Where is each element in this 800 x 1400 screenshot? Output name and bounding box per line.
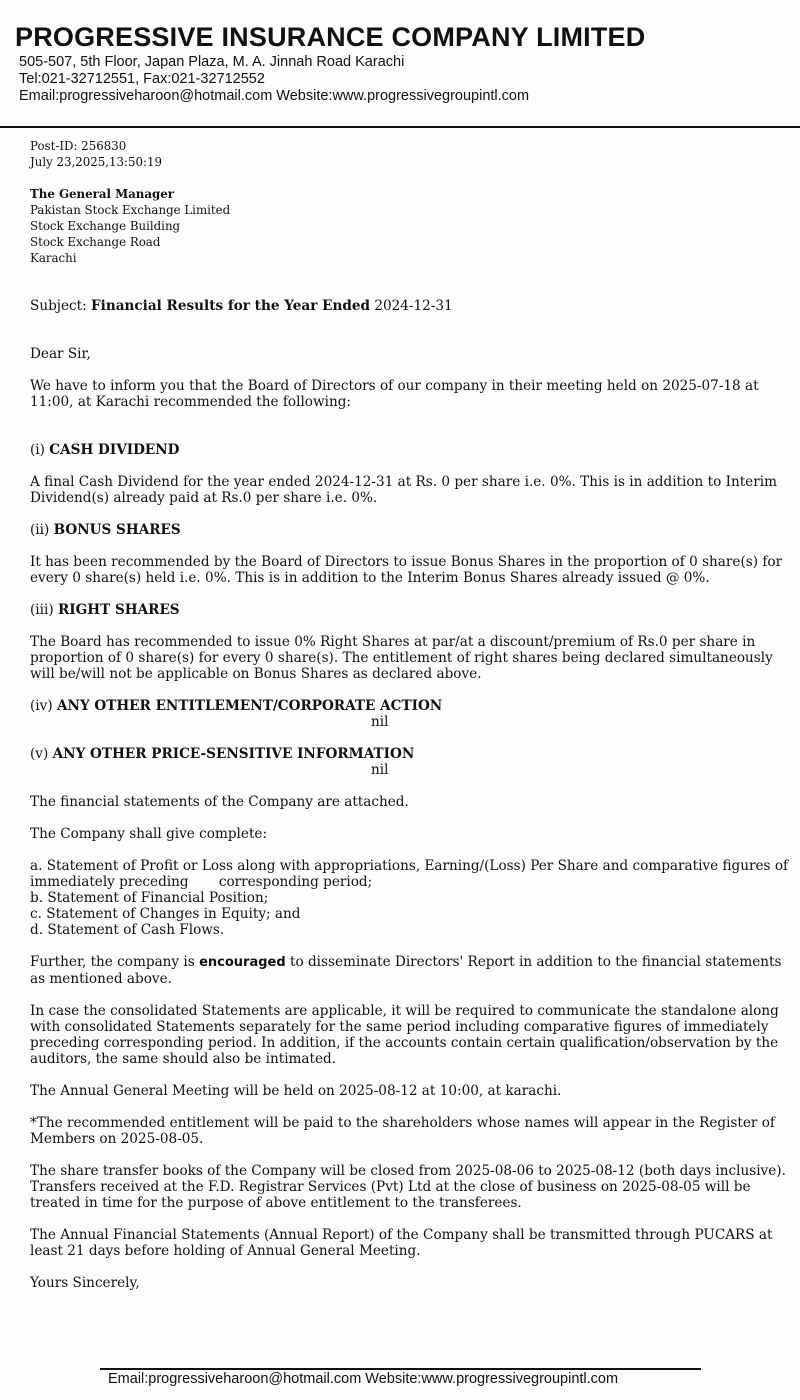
section-number: (iii) [30,602,54,618]
intro-paragraph: We have to inform you that the Board of Directors of our company in their meeting held on 2025-07-18 at 11:00, at Karachi recommended the following: [30,378,759,410]
company-phone-fax: Tel:021-32712551, Fax:021-32712552 [19,71,265,87]
section-right-shares [30,602,796,682]
section-bonus-shares [30,522,796,586]
further-text: Further, the company is [30,954,195,970]
section-number: (i) [30,442,45,458]
subject-label: Subject: [30,298,87,314]
section-title: CASH DIVIDEND [49,442,180,458]
list-item: d. Statement of Cash Flows. [30,922,225,938]
header-divider [0,126,800,128]
subject-text: Financial Results for the Year Ended [91,298,370,314]
subject-date: 2024-12-31 [374,298,453,314]
letterhead [0,0,800,128]
section-body: A final Cash Dividend for the year ended 2024-12-31 at Rs. 0 per share i.e. 0%. This is in addition to Interim Dividend(s) already paid at Rs.0 per share i.e. 0%. [30,474,777,506]
footer-divider [100,1368,701,1370]
section-body: The Board has recommended to issue 0% Right Shares at par/at a discount/premium of Rs.0 per share in proportion of 0 share(s) for every 0 share(s). The entitlement of right shares being declared simultaneously will be/will not be applicable on Bonus Shares as declared above. [30,634,773,682]
attached-paragraph: The financial statements of the Company are attached. [30,794,409,810]
recipient-block [30,186,796,266]
recipient-line: Karachi [30,251,77,265]
recipient-line: Pakistan Stock Exchange Limited [30,203,231,217]
closing: Yours Sincerely, [30,1275,140,1291]
list-item: c. Statement of Changes in Equity; and [30,906,301,922]
further-paragraph [30,954,796,987]
salutation: Dear Sir, [30,346,91,362]
section-number: (iv) [30,698,53,714]
recipient-line: Stock Exchange Road [30,235,161,249]
post-datetime: July 23,2025,13:50:19 [30,155,163,169]
annual-report-paragraph: The Annual Financial Statements (Annual Report) of the Company shall be transmitted through PUCARS at least 21 days before holding of Annual General Meeting. [30,1227,773,1259]
further-text: to disseminate Directors' Report in addition to the financial statements as mentioned above. [30,954,782,987]
list-item: a. Statement of Profit or Loss along with appropriations, Earning/(Loss) Per Share and comparative figures of immediately preceding corresponding period; [30,858,793,890]
company-email-website: Email:progressiveharoon@hotmail.com Website:www.progressivegroupintl.com [19,88,530,104]
section-price-sensitive [30,746,796,778]
agm-paragraph: The Annual General Meeting will be held on 2025-08-12 at 10:00, at karachi. [30,1083,562,1099]
section-title: BONUS SHARES [53,522,181,538]
section-number: (ii) [30,522,50,538]
section-title: RIGHT SHARES [57,602,180,618]
section-value: nil [371,762,389,778]
letter-body [30,138,796,1291]
recipient-title: The General Manager [30,187,174,201]
further-keyword: encouraged [199,955,286,970]
subject-line [30,298,796,314]
consolidated-paragraph: In case the consolidated Statements are applicable, it will be required to communicate the standalone along with consolidated Statements separately for the same period including comparative figures of immediately preceding corresponding period. In addition, if the accounts contain certain qualification/observation by the auditors, the same should also be intimated. [30,1003,779,1067]
section-title: ANY OTHER PRICE-SENSITIVE INFORMATION [52,746,415,762]
section-number: (v) [30,746,49,762]
shall-give-paragraph: The Company shall give complete: [30,826,268,842]
transfer-books-paragraph: The share transfer books of the Company will be closed from 2025-08-06 to 2025-08-12 (both days inclusive). Transfers received at the F.D. Registrar Services (Pvt) Ltd at the close of business on 2025-08-05 will be treated in time for the purpose of above entitlement to the transferees. [30,1163,786,1211]
footer-contact: Email:progressiveharoon@hotmail.com Website:www.progressivegroupintl.com [108,1371,619,1387]
post-id: Post-ID: 256830 [30,139,127,153]
section-value: nil [371,714,389,730]
section-body: It has been recommended by the Board of Directors to issue Bonus Shares in the proportion of 0 share(s) for every 0 share(s) held i.e. 0%. This is in addition to the Interim Bonus Shares already issued @ 0%. [30,554,783,586]
company-address: 505-507, 5th Floor, Japan Plaza, M. A. Jinnah Road Karachi [19,54,405,70]
company-name: PROGRESSIVE INSURANCE COMPANY LIMITED [15,22,646,52]
statements-list [30,858,796,938]
section-title: ANY OTHER ENTITLEMENT/CORPORATE ACTION [56,698,443,714]
list-item: b. Statement of Financial Position; [30,890,269,906]
section-other-entitlement [30,698,796,730]
entitlement-note: *The recommended entitlement will be paid to the shareholders whose names will appear in the Register of Members on 2025-08-05. [30,1115,775,1147]
section-cash-dividend [30,442,796,506]
recipient-line: Stock Exchange Building [30,219,181,233]
